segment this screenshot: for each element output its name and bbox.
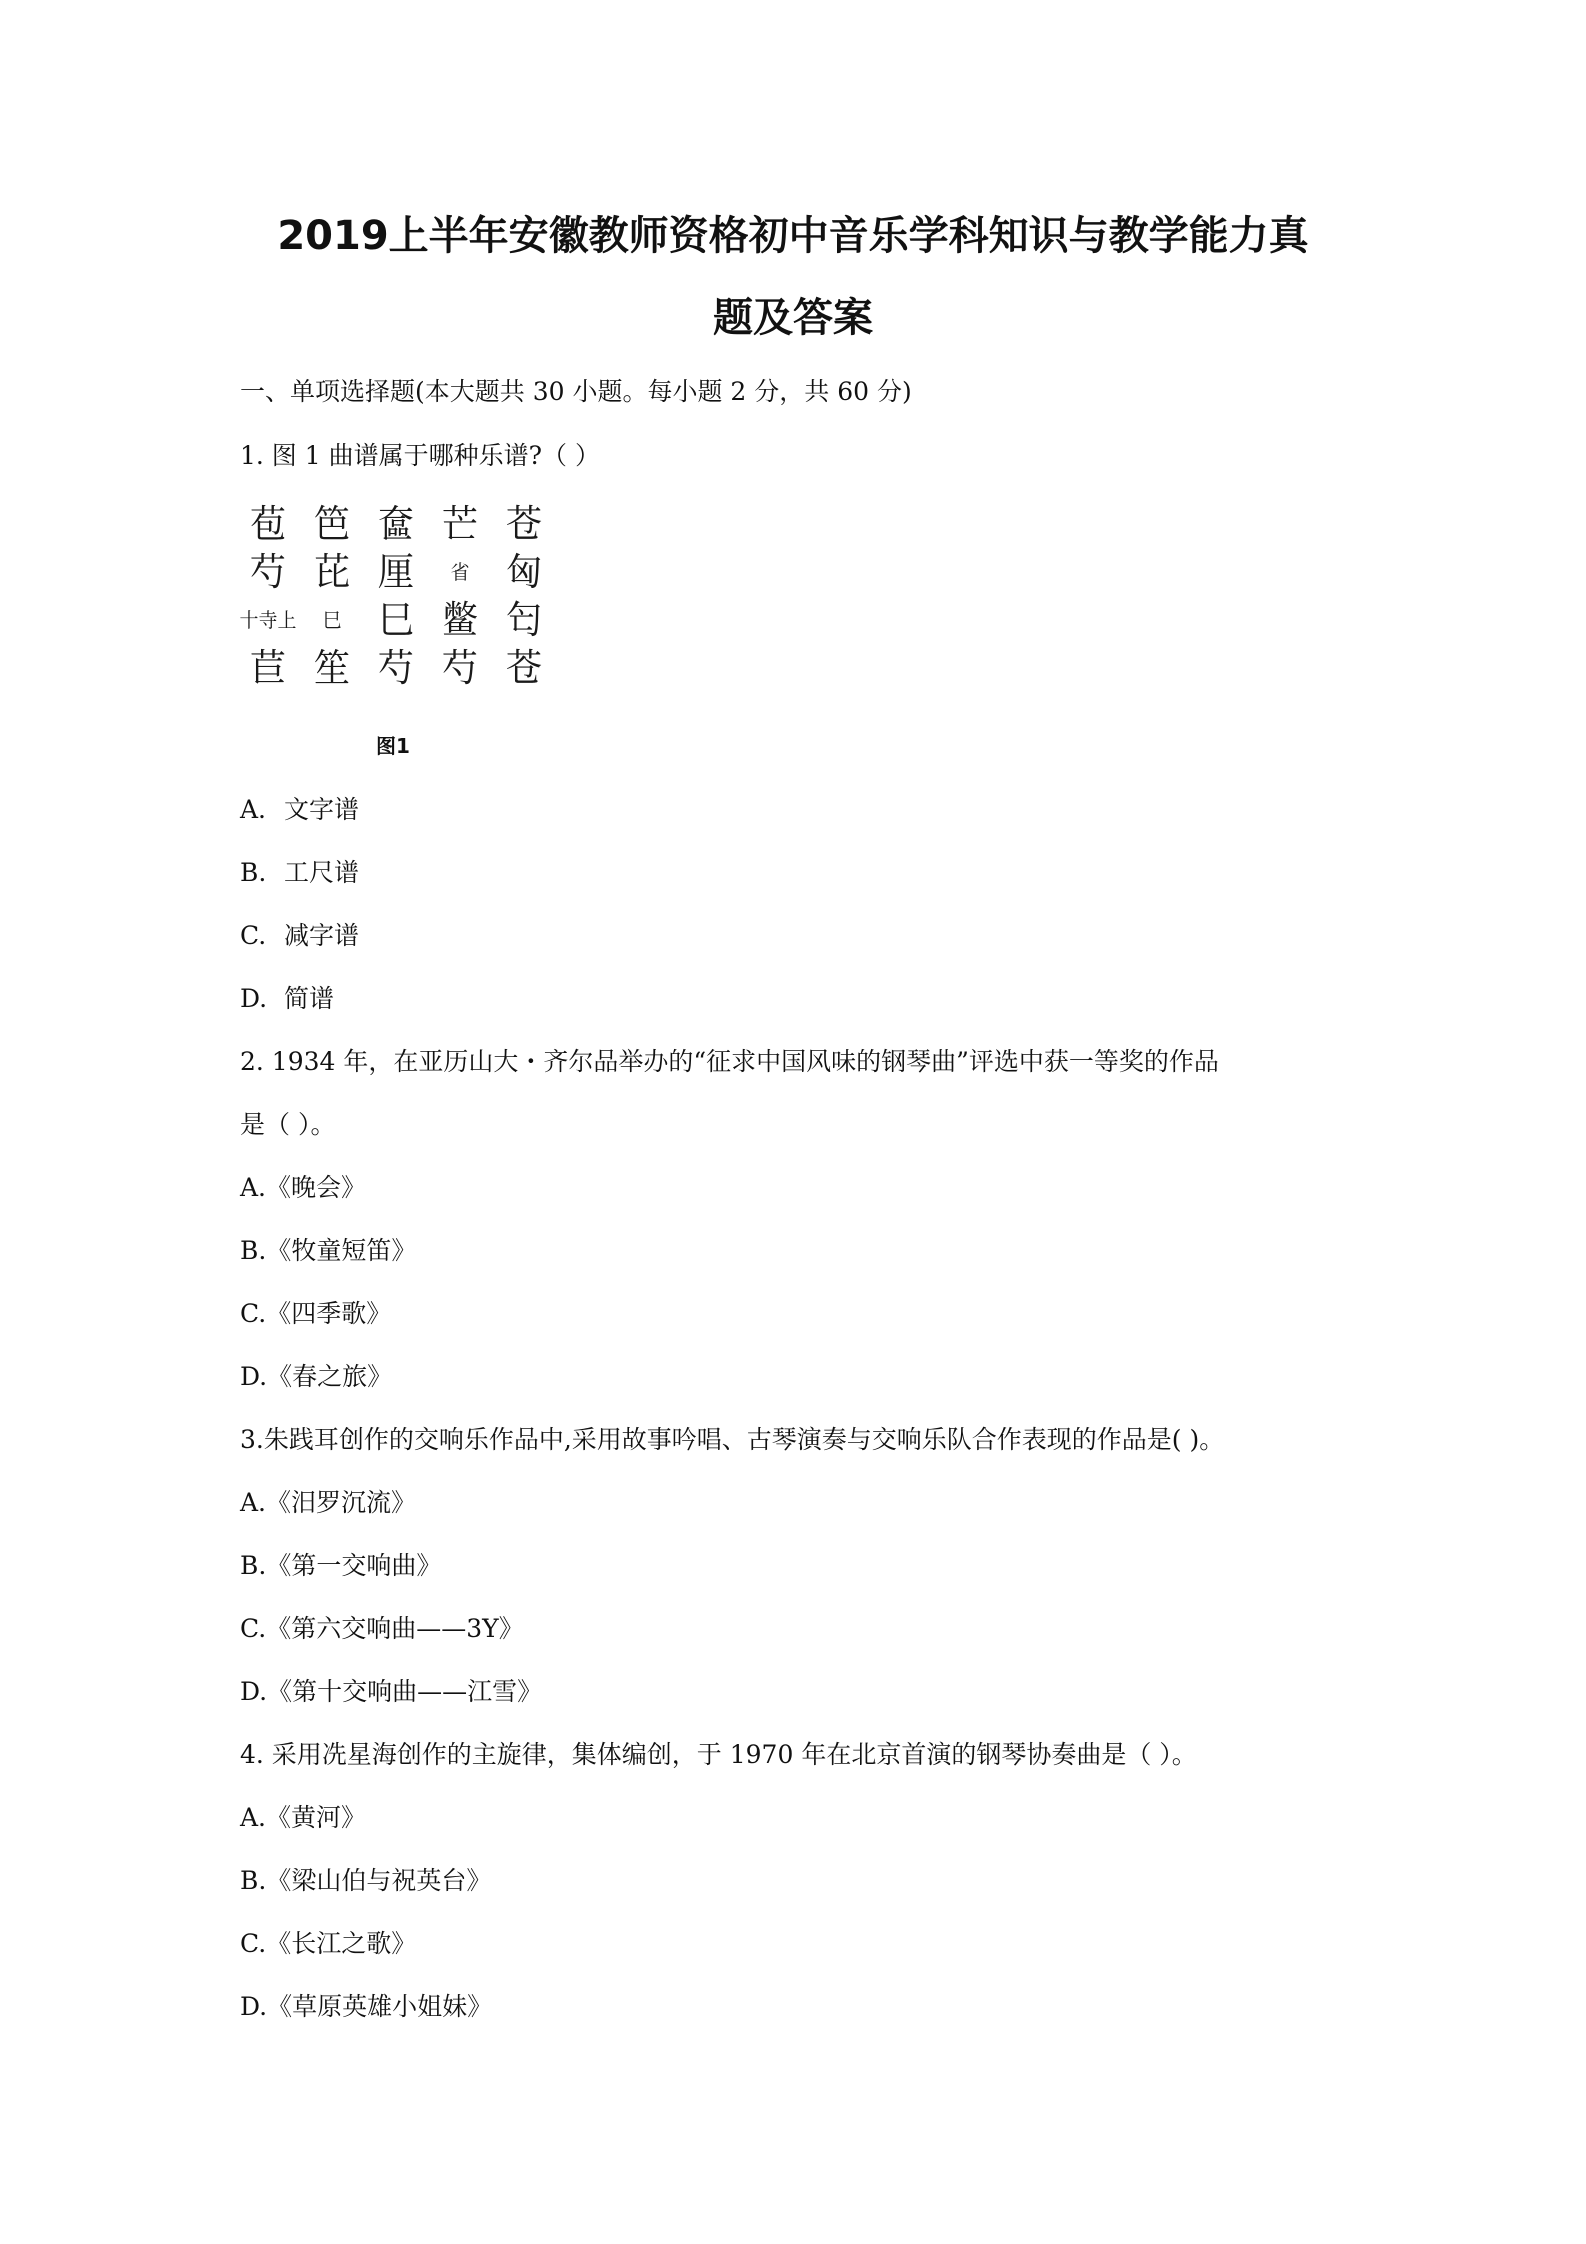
option-text: 减字谱 [284,921,360,950]
question-2-option-d [240,1361,392,1393]
option-text: 《汨罗沉流》 [266,1488,417,1517]
question-2-option-b [240,1235,416,1267]
score-glyph: 厘 [377,550,415,594]
score-glyph: 芒 [441,502,479,546]
option-letter: B. [240,1551,267,1580]
question-3-option-a [240,1487,416,1519]
question-1-option-c [240,920,359,952]
question-4-option-d [240,1991,492,2023]
score-glyph: 巳 [377,598,415,642]
document-title-line-2: 题及答案 [713,295,873,341]
option-text: 《牧童短笛》 [266,1236,417,1265]
score-glyph: 奩 [377,502,415,546]
question-4-text: 4. 采用冼星海创作的主旋律，集体编创，于 1970 年在北京首演的钢琴协奏曲是（ ）。 [240,1740,1197,1769]
option-letter: A. [240,1173,267,1202]
score-glyph: 省 [450,560,470,584]
option-letter: B. [240,1236,267,1265]
score-glyph: 十寺上 [239,608,297,632]
score-glyph: 笆 [313,502,351,546]
option-text: 《第一交响曲》 [266,1551,442,1580]
score-glyph: 芘 [313,550,351,594]
question-3-text: 3.朱践耳创作的交响乐作品中,采用故事吟唱、古琴演奏与交响乐队合作表现的作品是( )。 [240,1425,1225,1454]
option-letter: C. [240,921,267,950]
option-letter: C. [240,1299,267,1328]
option-letter: D. [240,1362,268,1391]
option-letter: A. [240,1803,267,1832]
figure-1-jianzipu-image [236,500,576,762]
option-text: 文字谱 [284,795,360,824]
option-text: 简谱 [284,984,335,1013]
question-2-text-line-1: 2. 1934 年，在亚历山大・齐尔品举办的“征求中国风味的钢琴曲”评选中获一等奖的作品 [240,1047,1219,1076]
score-glyph: 芍 [249,550,287,594]
option-text: 《梁山伯与祝英台》 [266,1866,492,1895]
option-text: 《四季歌》 [266,1299,392,1328]
option-letter: C. [240,1929,267,1958]
score-glyph: 匄 [505,598,543,642]
option-text: 《第十交响曲——江雪》 [267,1677,543,1706]
question-3-option-b [240,1550,441,1582]
figure-1-caption: 图1 [376,734,410,758]
question-1-text: 1. 图 1 曲谱属于哪种乐谱?（ ） [240,441,600,470]
jianzipu-glyph-grid [236,500,576,692]
option-text: 《草原英雄小姐妹》 [267,1992,493,2021]
option-text: 《晚会》 [266,1173,367,1202]
question-1-option-b [240,857,359,889]
document-title-line-1: 2019上半年安徽教师资格初中音乐学科知识与教学能力真 [277,213,1309,259]
score-glyph: 苍 [505,646,543,690]
option-text: 工尺谱 [284,858,360,887]
score-glyph: 苍 [505,502,543,546]
option-text: 《黄河》 [266,1803,367,1832]
question-1-option-a [240,794,359,826]
option-letter: C. [240,1614,267,1643]
option-letter: A. [240,1488,267,1517]
score-glyph: 匈 [505,550,543,594]
score-glyph: 巳 [322,608,342,632]
option-text: 《春之旅》 [267,1362,393,1391]
score-glyph: 芍 [377,646,415,690]
score-glyph: 芍 [441,646,479,690]
option-letter: B. [240,1866,267,1895]
question-2-option-c [240,1298,391,1330]
section-heading: 一、单项选择题(本大题共 30 小题。每小题 2 分，共 60 分) [240,377,912,406]
option-letter: A. [240,795,267,824]
score-glyph: 苣 [249,646,287,690]
option-letter: D. [240,984,268,1013]
score-glyph: 苞 [249,502,287,546]
option-letter: D. [240,1677,268,1706]
option-text: 《第六交响曲——3Y》 [266,1614,524,1643]
question-2-option-a [240,1172,366,1204]
question-4-option-a [240,1802,366,1834]
score-glyph: 鳖 [441,598,479,642]
question-3-option-c [240,1613,524,1645]
question-3-option-d [240,1676,542,1708]
question-1-option-d [240,983,334,1015]
question-4-option-b [240,1865,491,1897]
question-2-text-line-2: 是（ ）。 [240,1110,336,1139]
question-4-option-c [240,1928,416,1960]
option-letter: D. [240,1992,268,2021]
score-glyph: 笙 [313,646,351,690]
option-text: 《长江之歌》 [266,1929,417,1958]
option-letter: B. [240,858,267,887]
